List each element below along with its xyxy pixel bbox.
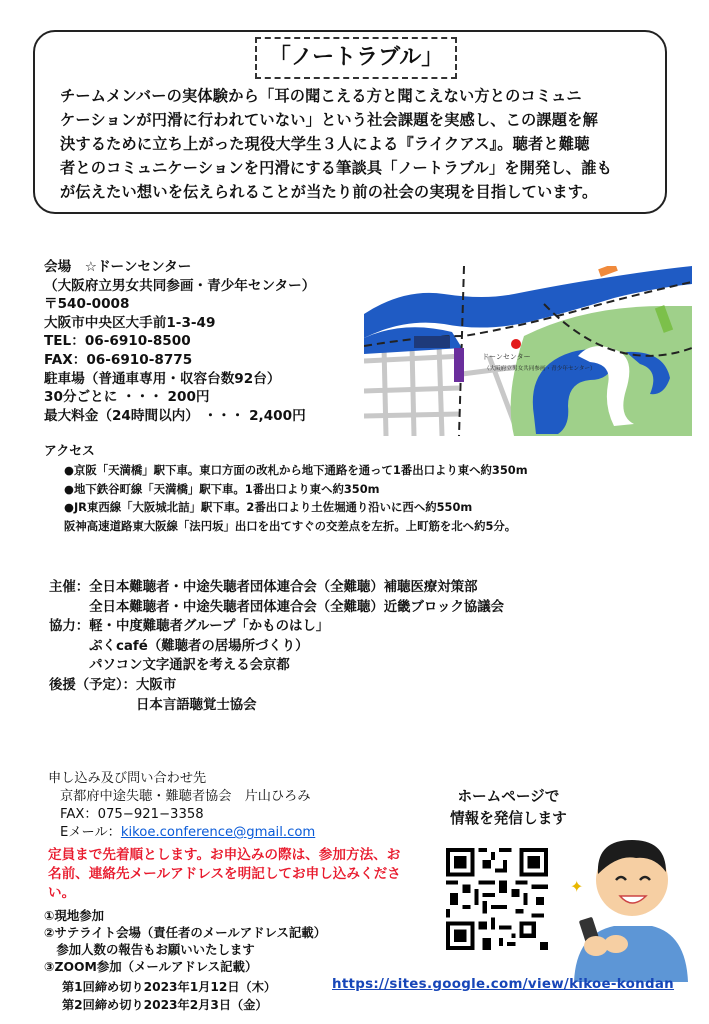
deadlines [62,978,276,1014]
organizers [49,578,504,715]
venue-address: 大阪市中央区大手前1-3-49 [44,314,216,331]
access-title: アクセス [44,444,95,459]
venue-fullname: （大阪府立男女共同参画・青少年センター） [44,277,316,294]
org-name: ぷくcafé（難聴者の居場所づくり） [89,638,309,654]
access-line: 阪神高速道路東大阪線「法円坂」出口を出てすぐの交差点を左折。上町筋を北へ約5分。 [64,518,517,533]
notice-text: 定員まで先着順とします。お申込みの際は、参加方法、お名前、連絡先メールアドレスを明記してお申し込みください。 [48,847,401,901]
contact-title: 申し込み及び問い合わせ先 [48,771,207,786]
contact-fax: FAX：075−921−3358 [60,807,204,822]
venue-parking-rate: 30分ごとに ・・・ 200円 [44,389,210,406]
venue-parking-max: 最大料金（24時間以内） ・・・ 2,400円 [44,407,306,424]
org-name: 全日本難聴者・中途失聴者団体連合会（全難聴）近畿ブロック協議会 [89,599,505,615]
access-line: ●地下鉄谷町線「天満橋」駅下車。1番出口より東へ約350m [64,481,380,496]
venue-parking: 駐車場（普通車専用・収容台数92台） [44,370,281,387]
email-link[interactable]: kikoe.conference@gmail.com [120,825,316,840]
email-label: Eメール： [60,825,121,840]
org-support [49,676,504,715]
org-name: 軽・中度難聴者グループ「かものはし」 [89,619,330,635]
venue-info [44,258,315,425]
intro-line: ケーションが円滑に行われていない」という社会課題を実感し、この課題を解 [60,111,598,129]
intro-title: 「ノートラブル」 [255,37,457,79]
contact-email-row [48,824,315,842]
intro-line: チームメンバーの実体験から「耳の聞こえる方と聞こえない方とのコミュニ [60,87,582,105]
org-label: 協力： [49,619,90,635]
intro-line: 決するために立ち上がった現役大学生３人による『ライクアス』。聴者と難聴 [60,135,590,153]
org-name: 全日本難聴者・中途失聴者団体連合会（全難聴）補聴医療対策部 [89,580,478,595]
deadline-item: 第1回締め切り2023年1月12日（木） [62,980,277,994]
venue-postcode: 〒540-0008 [44,296,130,313]
option-item: ①現地参加 [44,908,105,923]
intro-line: 者とのコミュニケーションを円滑にする筆談具「ノートラブル」を開発し、誰も [60,159,612,177]
deadline-item: 第2回締め切り2023年2月3日（金） [62,998,268,1012]
bridge-marker [454,348,464,382]
org-label: 主催： [49,580,90,595]
homepage-title-line: ホームページで [457,788,560,805]
homepage-url-link[interactable]: https://sites.google.com/view/kikoe-kondan [332,977,675,992]
access-info [64,461,528,535]
org-label: 後援（予定）： [49,677,137,693]
contact-info [48,770,315,842]
venue-marker [511,339,521,349]
option-item: ③ZOOM参加（メールアドレス記載） [44,959,258,974]
access-line: ●JR東西線「大阪城北詰」駅下車。2番出口より土佐堀通り沿いに西へ約550m [64,500,473,514]
org-name: 日本言語聴覚士協会 [136,697,257,713]
venue-tel: TEL：06-6910-8500 [44,333,191,350]
qr-code-icon[interactable] [446,848,548,950]
intro-body [60,84,660,204]
map-label: ドーンセンター [482,353,531,361]
option-item: ②サテライト会場（責任者のメールアドレス記載） [44,925,327,940]
station-block [414,336,450,348]
org-host [49,578,504,617]
intro-line: が伝えたい想いを伝えられることが当たり前の社会の実現を目指しています。 [60,183,598,201]
svg-text:✦: ✦ [570,877,584,896]
map-sublabel: （大阪府立男女共同参画・青少年センター） [484,366,596,372]
org-name: パソコン文字通訳を考える会京都 [89,658,290,674]
homepage-title [450,786,567,830]
contact-org: 京都府中途失聴・難聴者協会 片山ひろみ [60,789,311,804]
homepage-title-line: 情報を発信します [450,810,567,827]
venue-fax: FAX：06-6910-8775 [44,351,193,368]
option-item: 参加人数の報告もお願いいたします [44,942,255,957]
access-line: ●京阪「天満橋」駅下車。東口方面の改札から地下通路を通って1番出口より東へ約350m [64,463,528,477]
person-with-phone-illustration [566,822,692,982]
venue-map [364,266,692,436]
org-cooperation [49,617,504,676]
participation-options [44,907,326,975]
org-name: 大阪市 [136,677,177,693]
venue-name: 会場 ☆ドーンセンター [44,259,192,275]
